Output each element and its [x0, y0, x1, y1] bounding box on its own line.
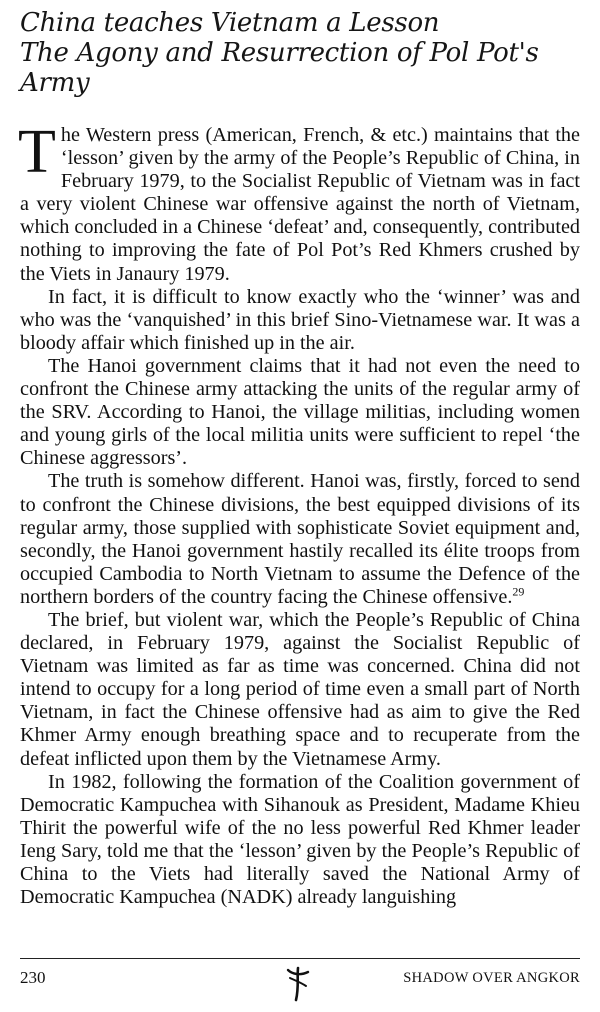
paragraph-2: In fact, it is difficult to know exactly who the ‘winner’ was and who was the ‘vanquished’ in this brief Sino-Vietnamese war. It was a bloody affair which finished up in the air.: [20, 285, 580, 354]
drop-cap: T: [18, 118, 56, 186]
footnote-reference: 29: [512, 584, 525, 599]
running-head: SHADOW OVER ANGKOR: [403, 970, 580, 986]
footer-rule: [20, 958, 580, 959]
handwritten-mark-icon: [280, 964, 316, 1004]
chapter-title-line-3: Army: [20, 68, 90, 98]
paragraph-6: In 1982, following the formation of the Coalition government of Democratic Kampuchea with Sihanouk as President, Madame Khieu Thirit the powerful wife of the no less powerful Red Khmer leader Ieng Sary, told me that the ‘lesson’ given by the People’s Republic of China to the Viets had literally saved the National Army of Democratic Kampuchea (NADK) already languishing: [20, 770, 580, 909]
chapter-title-line-1: China teaches Vietnam a Lesson: [20, 8, 440, 38]
paragraph-4: [20, 470, 580, 609]
page-number: 230: [20, 968, 46, 987]
paragraph-3: The Hanoi government claims that it had not even the need to confront the Chinese army attacking the units of the regular army of the SRV. According to Hanoi, the village militias, including women and young girls of the local militia units were sufficient to repel ‘the Chinese aggressors’.: [20, 354, 580, 470]
paragraph-5: The brief, but violent war, which the People’s Republic of China declared, in February 1979, against the Socialist Republic of Vietnam was limited as far as time was concerned. China did not intend to occupy for a long period of time even a small part of North Vietnam, in fact the Chinese offensive had as aim to give the Red Khmer Army enough breathing space and to recuperate from the defeat inflicted upon them by the Vietnamese Army.: [20, 608, 580, 770]
paragraph-1: [18, 118, 581, 286]
paragraph-1-text: he Western press (American, French, & etc.) maintains that the ‘lesson’ given by the army of the People’s Republic of China, in February 1979, to the Socialist Republic of Vietnam was in fact a very violent Chinese war offensive against the north of Vietnam, which concluded in a Chinese ‘defeat’ and, consequently, contributed nothing to improving the fate of Pol Pot’s Red Khmers crushed by the Viets in Janaury 1979.: [20, 124, 581, 285]
body-text: [18, 118, 581, 909]
page-footer: [20, 964, 580, 1004]
chapter-title: [20, 8, 580, 98]
paragraph-4-text: The truth is somehow different. Hanoi was, firstly, forced to send to confront the Chinese divisions, the best equipped divisions of its regular army, those supplied with sophisticate Soviet equipment and, secondly, the Hanoi government hastily recalled its élite troops from occupied Cambodia to North Vietnam to assume the Defence of the northern borders of the country facing the Chinese offensive.: [20, 470, 580, 608]
chapter-title-line-2: The Agony and Resurrection of Pol Pot's: [20, 38, 539, 68]
